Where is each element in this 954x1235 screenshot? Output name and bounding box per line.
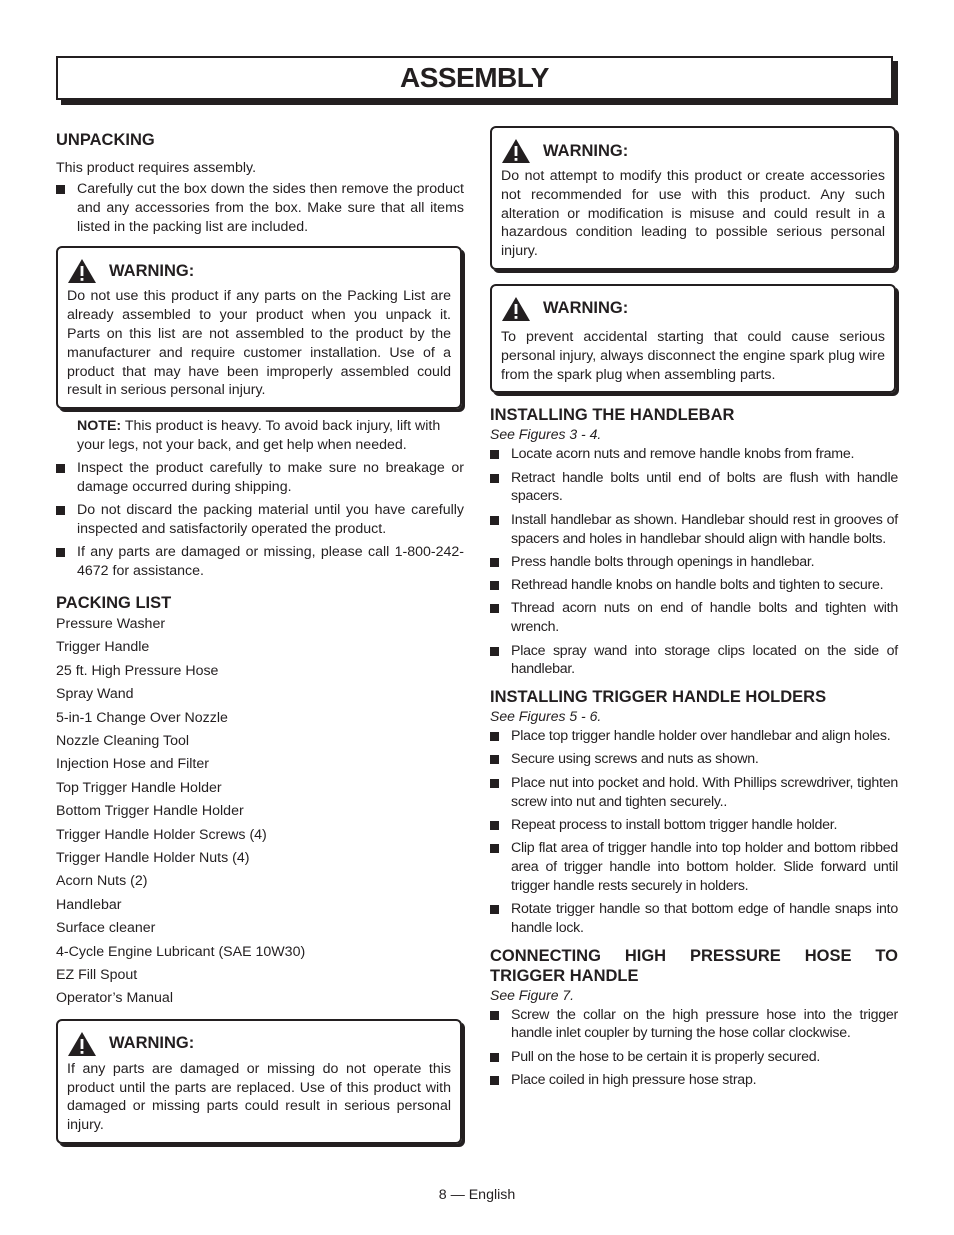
unpacking-list-2 bbox=[56, 459, 464, 581]
unpacking-intro: This product requires assembly. bbox=[56, 160, 257, 176]
bullet-square-icon bbox=[490, 516, 499, 525]
list-item: Place top trigger handle holder over handlebar and align holes. bbox=[490, 727, 898, 746]
handlebar-list bbox=[490, 445, 898, 679]
bullet-square-icon bbox=[56, 185, 65, 194]
bullet-square-icon bbox=[490, 474, 499, 483]
note bbox=[56, 417, 464, 455]
trigger-holders-figure-ref: See Figures 5 - 6. bbox=[490, 708, 602, 725]
warning-triangle-icon bbox=[501, 138, 531, 164]
list-item: Pull on the hose to be certain it is properly secured. bbox=[490, 1048, 898, 1067]
bullet-square-icon bbox=[490, 779, 499, 788]
list-item: Retract handle bolts until end of bolts are flush with handle spacers. bbox=[490, 469, 898, 507]
bullet-square-icon bbox=[490, 604, 499, 613]
bullet-square-icon bbox=[490, 755, 499, 764]
bullet-square-icon bbox=[490, 581, 499, 590]
list-item: Surface cleaner bbox=[56, 920, 156, 937]
bullet-square-icon bbox=[490, 732, 499, 741]
list-item: Pressure Washer bbox=[56, 615, 166, 632]
section-banner bbox=[56, 56, 893, 100]
list-item: Place coiled in high pressure hose strap. bbox=[490, 1071, 898, 1090]
list-item: Inspect the product carefully to make sure no breakage or damage occurred during shipping. bbox=[56, 459, 464, 497]
list-item: 4-Cycle Engine Lubricant (SAE 10W30) bbox=[56, 943, 306, 960]
list-item: Handlebar bbox=[56, 896, 122, 913]
handlebar-figure-ref: See Figures 3 - 4. bbox=[490, 426, 602, 443]
warning-triangle-icon bbox=[67, 258, 97, 284]
bullet-square-icon bbox=[490, 1011, 499, 1020]
list-item: Trigger Handle bbox=[56, 639, 150, 656]
warning-box-damaged-parts bbox=[56, 1019, 462, 1144]
packing-list bbox=[56, 613, 464, 1011]
left-column bbox=[56, 122, 464, 1150]
list-item: Trigger Handle Holder Nuts (4) bbox=[56, 850, 250, 867]
list-item: Screw the collar on the high pressure hose into the trigger handle inlet coupler by turning the hose collar clockwise. bbox=[490, 1006, 898, 1044]
list-item: Thread acorn nuts on end of handle bolts and tighten with wrench. bbox=[490, 599, 898, 637]
warning-box-modify bbox=[490, 126, 896, 270]
bullet-square-icon bbox=[490, 844, 499, 853]
hose-heading: CONNECTING HIGH PRESSURE HOSE TO TRIGGER HANDLE bbox=[490, 946, 898, 985]
warning-title: WARNING: bbox=[109, 1034, 195, 1053]
list-item: Place nut into pocket and hold. With Phillips screwdriver, tighten screw into nut and tighten securely.. bbox=[490, 774, 898, 812]
bullet-square-icon bbox=[490, 558, 499, 567]
warning-triangle-icon bbox=[501, 296, 531, 322]
list-item: Rethread handle knobs on handle bolts and tighten to secure. bbox=[490, 576, 898, 595]
warning-title: WARNING: bbox=[109, 261, 195, 280]
warning-box-packing bbox=[56, 246, 462, 409]
list-item: Carefully cut the box down the sides then remove the product and any accessories from the box. Make sure that all items listed in the packing list are included. bbox=[56, 180, 464, 236]
list-item: 5-in-1 Change Over Nozzle bbox=[56, 709, 228, 726]
bullet-square-icon bbox=[490, 1076, 499, 1085]
warning-box-spark-plug bbox=[490, 284, 896, 393]
list-item: Secure using screws and nuts as shown. bbox=[490, 750, 898, 769]
list-item: Repeat process to install bottom trigger handle holder. bbox=[490, 816, 898, 835]
bullet-square-icon bbox=[490, 647, 499, 656]
list-item: Press handle bolts through openings in handlebar. bbox=[490, 553, 898, 572]
note-label: NOTE: bbox=[77, 418, 122, 435]
bullet-square-icon bbox=[56, 464, 65, 473]
warning-text: If any parts are damaged or missing do not operate this product until the parts are replaced. Use of this product with damaged or missing parts could result in serious personal injury. bbox=[67, 1060, 451, 1134]
hose-list bbox=[490, 1006, 898, 1090]
right-column bbox=[490, 126, 898, 1094]
bullet-square-icon bbox=[56, 506, 65, 515]
warning-text: To prevent accidental starting that could cause serious personal injury, always disconnect the engine spark plug wire from the spark plug when assembling parts. bbox=[501, 328, 885, 383]
bullet-square-icon bbox=[56, 548, 65, 557]
bullet-square-icon bbox=[490, 1053, 499, 1062]
warning-triangle-icon bbox=[67, 1031, 97, 1057]
handlebar-heading: INSTALLING THE HANDLEBAR bbox=[490, 406, 735, 425]
list-item: Locate acorn nuts and remove handle knobs from frame. bbox=[490, 445, 898, 464]
note-text: This product is heavy. To avoid back injury, lift with your legs, not your back, and get help when needed. bbox=[77, 418, 441, 454]
list-item: Nozzle Cleaning Tool bbox=[56, 732, 190, 749]
bullet-square-icon bbox=[490, 821, 499, 830]
warning-text: Do not attempt to modify this product or create accessories not recommended for use with this product. Any such alteration or modification is misuse and could result in a hazardous condition leading to possible serious personal injury. bbox=[501, 168, 885, 260]
list-item: EZ Fill Spout bbox=[56, 967, 138, 984]
bullet-square-icon bbox=[490, 450, 499, 459]
list-item: Clip flat area of trigger handle into top holder and bottom ribbed area of trigger handle into bottom holder. Slide forward until trigger handle rests securely in holders. bbox=[490, 839, 898, 895]
list-item: If any parts are damaged or missing, please call 1-800-242-4672 for assistance. bbox=[56, 543, 464, 581]
warning-title: WARNING: bbox=[543, 299, 629, 318]
list-item: Trigger Handle Holder Screws (4) bbox=[56, 826, 267, 843]
list-item: Do not discard the packing material until you have carefully inspected and satisfactorily operated the product. bbox=[56, 501, 464, 539]
trigger-holders-heading: INSTALLING TRIGGER HANDLE HOLDERS bbox=[490, 688, 827, 707]
packing-list-heading: PACKING LIST bbox=[56, 593, 172, 612]
list-item: Injection Hose and Filter bbox=[56, 756, 209, 773]
bullet-square-icon bbox=[490, 905, 499, 914]
unpacking-heading: UNPACKING bbox=[56, 131, 155, 149]
list-item: Rotate trigger handle so that bottom edge of handle snaps into handle lock. bbox=[490, 900, 898, 938]
unpacking-list-1 bbox=[56, 180, 464, 236]
list-item: Operator’s Manual bbox=[56, 990, 173, 1007]
list-item: Bottom Trigger Handle Holder bbox=[56, 803, 244, 820]
list-item: Install handlebar as shown. Handlebar should rest in grooves of spacers and holes in handlebar should align with handle bolts. bbox=[490, 511, 898, 549]
list-item: Top Trigger Handle Holder bbox=[56, 779, 222, 796]
list-item: Acorn Nuts (2) bbox=[56, 873, 148, 890]
list-item: Spray Wand bbox=[56, 686, 134, 703]
warning-title: WARNING: bbox=[543, 141, 629, 160]
list-item: Place spray wand into storage clips located on the side of handlebar. bbox=[490, 642, 898, 680]
hose-figure-ref: See Figure 7. bbox=[490, 986, 575, 1003]
trigger-holders-list bbox=[490, 727, 898, 937]
page-title: ASSEMBLY bbox=[399, 62, 549, 93]
page-footer: 8 — English bbox=[438, 1187, 516, 1203]
warning-text: Do not use this product if any parts on the Packing List are already assembled to your product when you unpack it. Parts on this list are not assembled to the product by the manufacturer and require customer installation. Use of a product that may have been improperly assembled could result in serious personal injury. bbox=[67, 288, 451, 399]
list-item: 25 ft. High Pressure Hose bbox=[56, 662, 219, 679]
